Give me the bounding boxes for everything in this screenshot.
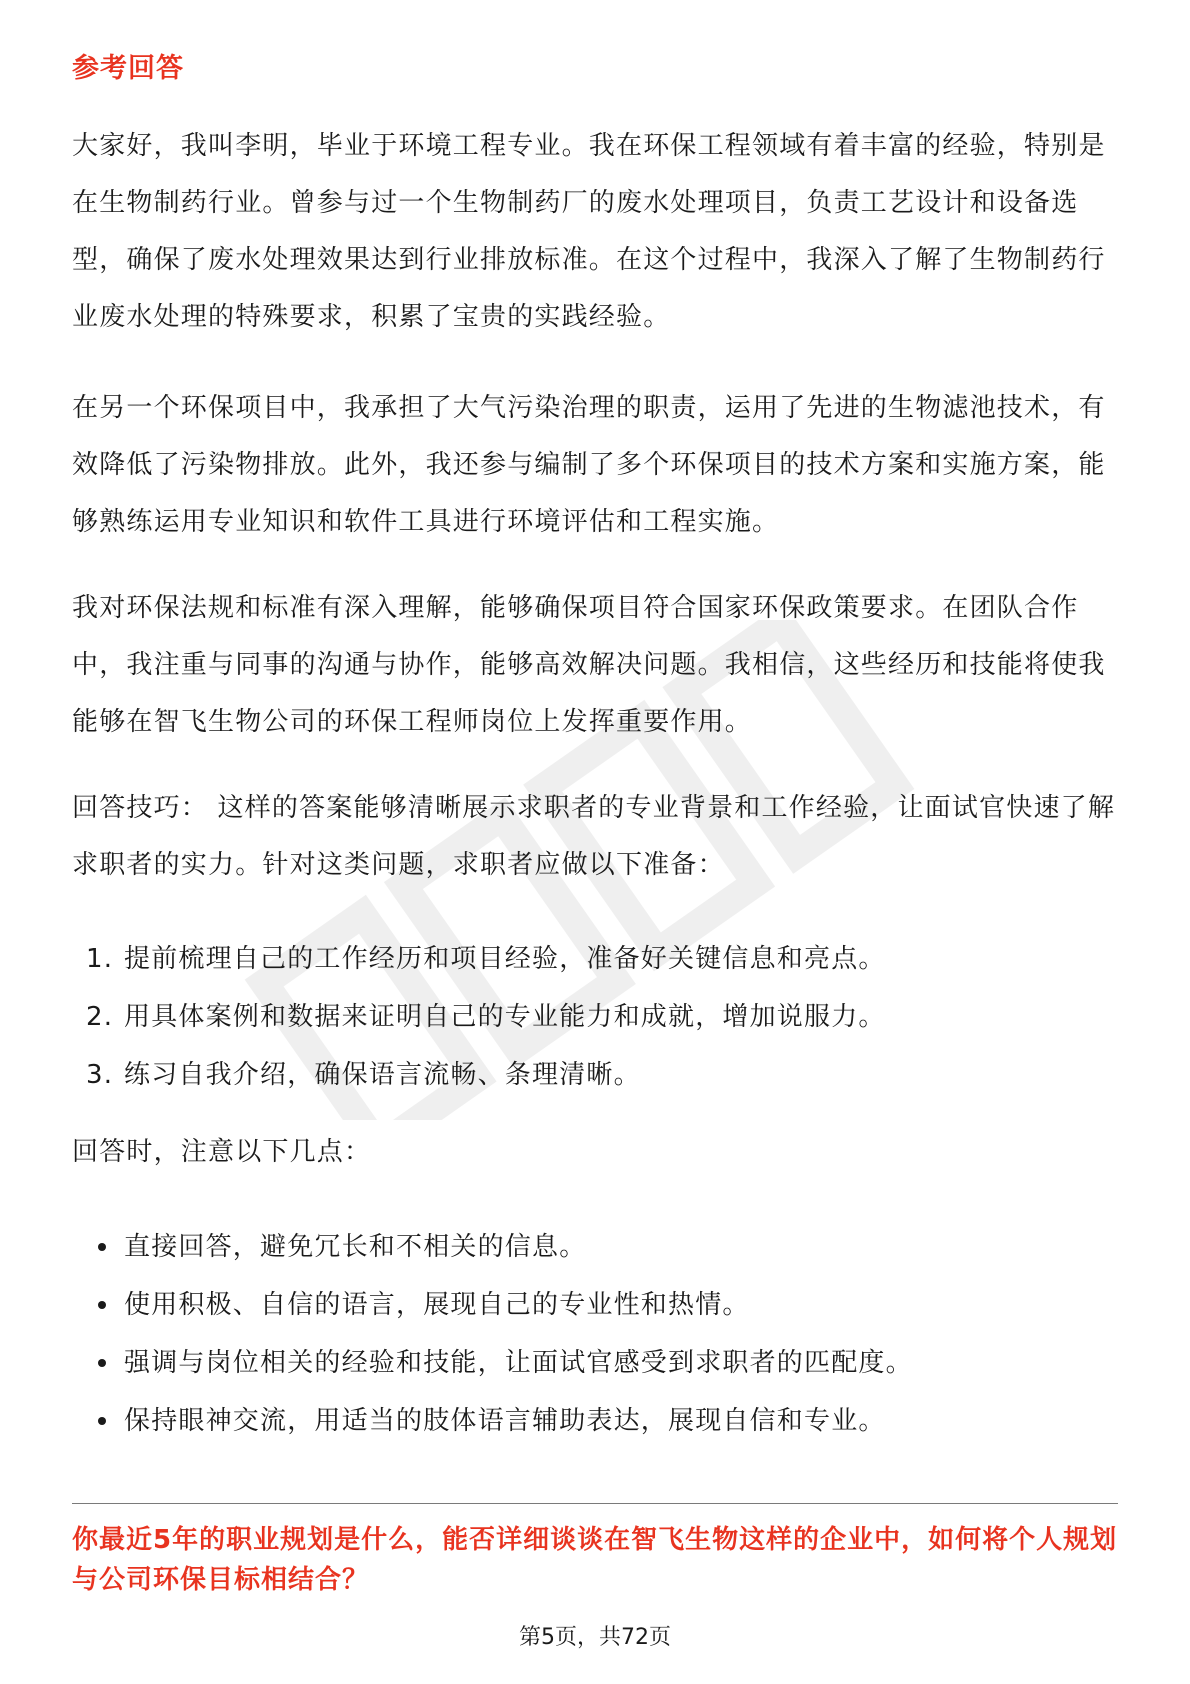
list-item bbox=[98, 1276, 913, 1334]
list-item-text: 使用积极、自信的语言，展现自己的专业性和热情。 bbox=[124, 1290, 750, 1320]
preparation-list bbox=[86, 930, 886, 1104]
list-item-text: 提前梳理自己的工作经历和项目经验，准备好关键信息和亮点。 bbox=[124, 944, 886, 974]
answer-paragraph-3: 我对环保法规和标准有深入理解，能够确保项目符合国家环保政策要求。在团队合作中，我注重与同事的沟通与协作，能够高效解决问题。我相信，这些经历和技能将使我能够在智飞生物公司的环保工程师岗位上发挥重要作用。 bbox=[72, 593, 1106, 737]
answer-paragraph-1: 大家好，我叫李明，毕业于环境工程专业。我在环保工程领域有着丰富的经验，特别是在生物制药行业。曾参与过一个生物制药厂的废水处理项目，负责工艺设计和设备选型，确保了废水处理效果达到行业排放标准。在这个过程中，我深入了解了生物制药行业废水处理的特殊要求，积累了宝贵的实践经验。 bbox=[72, 131, 1106, 332]
page-number: 第5页，共72页 bbox=[519, 1625, 671, 1650]
section-title: 参考回答 bbox=[72, 53, 184, 84]
list-item-text: 练习自我介绍，确保语言流畅、条理清晰。 bbox=[124, 1060, 641, 1090]
next-question-heading: 你最近5年的职业规划是什么，能否详细谈谈在智飞生物这样的企业中，如何将个人规划与公司环保目标相结合？ bbox=[72, 1525, 1118, 1595]
section-divider bbox=[72, 1503, 1118, 1504]
bullet-icon bbox=[98, 1243, 106, 1251]
list-item-text: 强调与岗位相关的经验和技能，让面试官感受到求职者的匹配度。 bbox=[124, 1348, 913, 1378]
list-number: 1. bbox=[86, 944, 114, 974]
tips-paragraph: 回答技巧： 这样的答案能够清晰展示求职者的专业背景和工作经验，让面试官快速了解求职者的实力。针对这类问题，求职者应做以下准备： bbox=[72, 793, 1116, 880]
bullet-icon bbox=[98, 1359, 106, 1367]
notes-list bbox=[98, 1218, 913, 1450]
bullet-icon bbox=[98, 1417, 106, 1425]
list-item bbox=[98, 1334, 913, 1392]
list-item bbox=[86, 988, 886, 1046]
list-item-text: 用具体案例和数据来证明自己的专业能力和成就，增加说服力。 bbox=[124, 1002, 886, 1032]
list-item bbox=[98, 1218, 913, 1276]
list-number: 2. bbox=[86, 1002, 114, 1032]
notes-intro: 回答时，注意以下几点： bbox=[72, 1137, 372, 1167]
bullet-icon bbox=[98, 1301, 106, 1309]
list-item bbox=[98, 1392, 913, 1450]
list-item bbox=[86, 1046, 886, 1104]
answer-paragraph-2: 在另一个环保项目中，我承担了大气污染治理的职责，运用了先进的生物滤池技术，有效降低了污染物排放。此外，我还参与编制了多个环保项目的技术方案和实施方案，能够熟练运用专业知识和软件工具进行环境评估和工程实施。 bbox=[72, 393, 1106, 537]
list-number: 3. bbox=[86, 1060, 114, 1090]
list-item-text: 保持眼神交流，用适当的肢体语言辅助表达，展现自信和专业。 bbox=[124, 1406, 886, 1436]
list-item bbox=[86, 930, 886, 988]
list-item-text: 直接回答，避免冗长和不相关的信息。 bbox=[124, 1232, 587, 1262]
document-page bbox=[72, 0, 1118, 1684]
